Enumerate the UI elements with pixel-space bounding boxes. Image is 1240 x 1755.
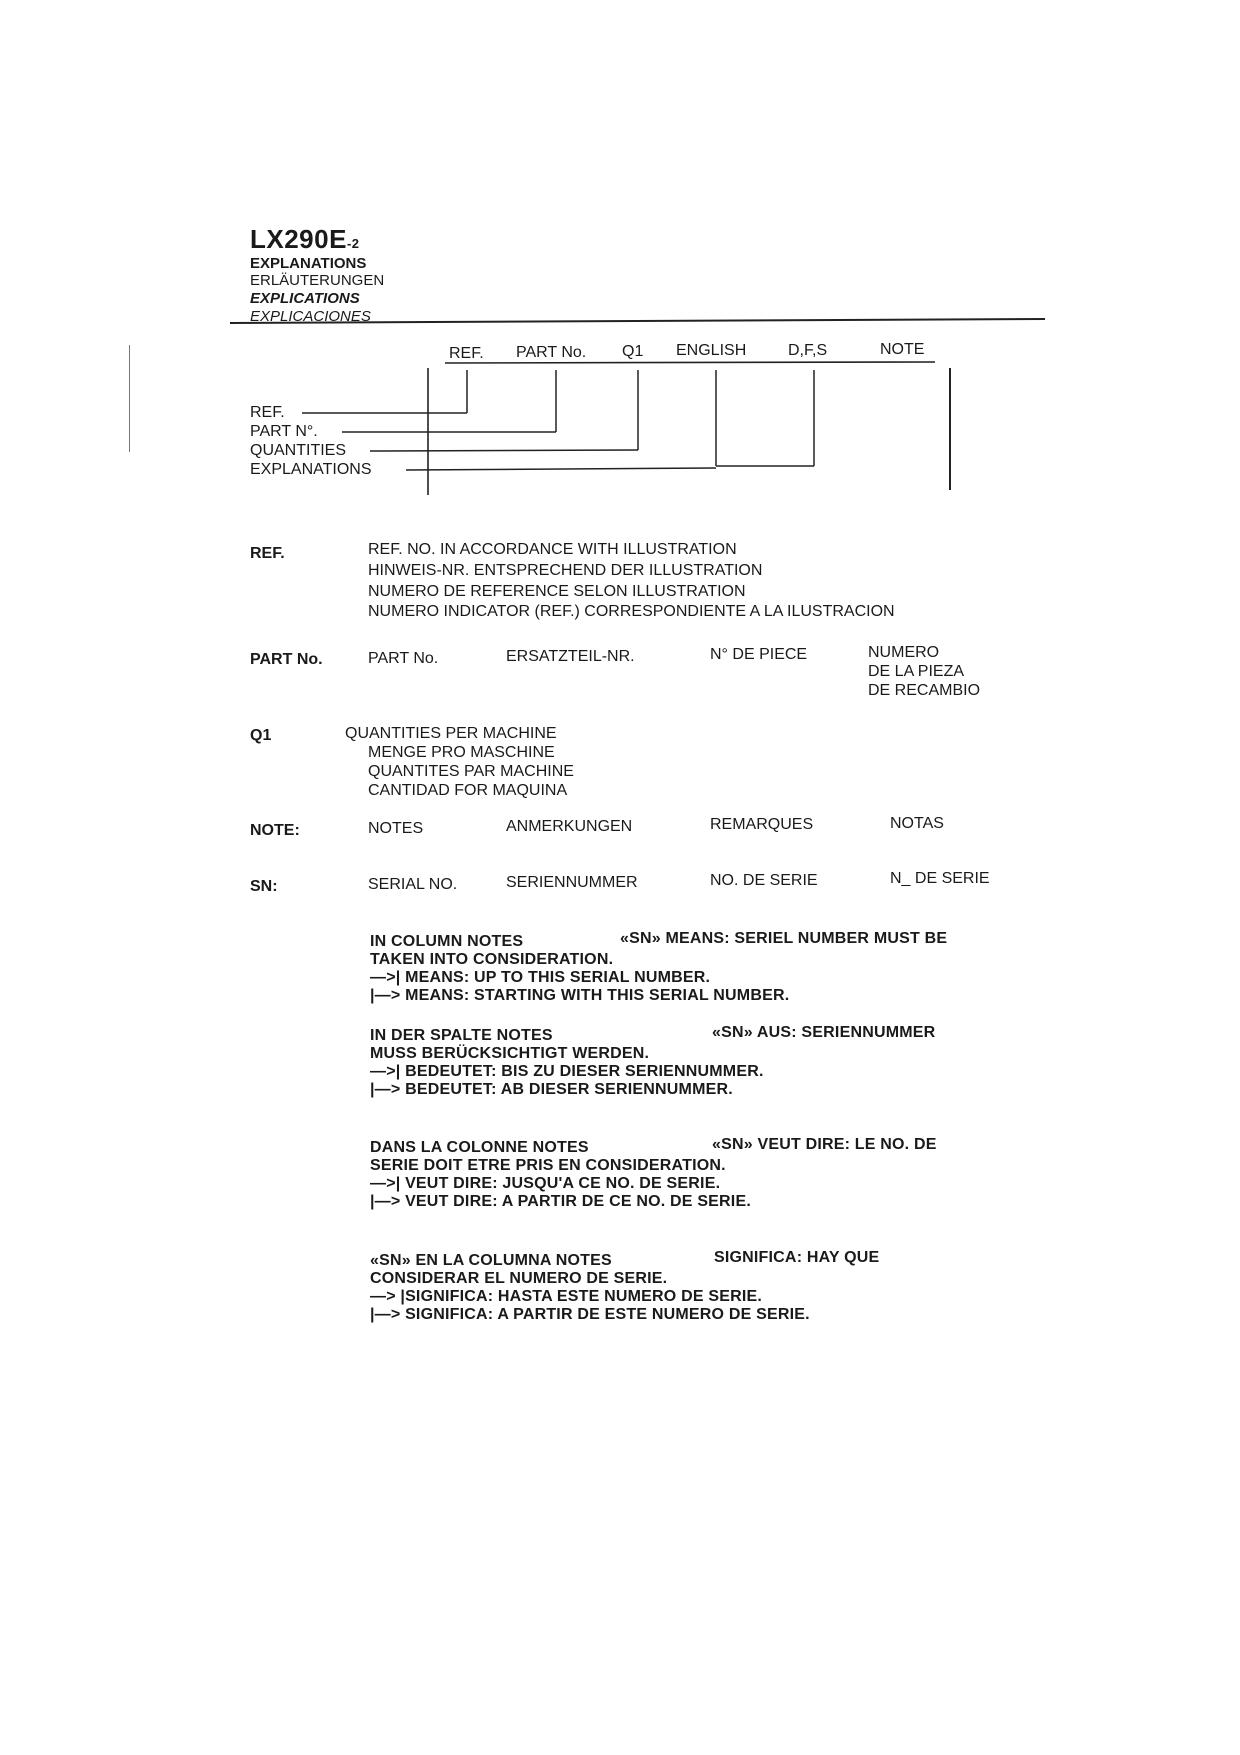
q1-connector-h (370, 450, 638, 451)
ref-line-es: NUMERO INDICATOR (REF.) CORRESPONDIENTE A LA ILUSTRACION (368, 603, 895, 620)
callout-quantities: QUANTITIES (250, 442, 347, 459)
note-spanish-line3: —> |SIGNIFICA: HASTA ESTE NUMERO DE SERIE. (370, 1288, 763, 1305)
note-french-a: DANS LA COLONNE NOTES (370, 1139, 589, 1156)
subtitle-english: EXPLANATIONS (250, 255, 367, 272)
q1-line-en: QUANTITIES PER MACHINE (345, 725, 557, 742)
part-label: PART No. (250, 651, 323, 668)
column-underline (445, 362, 935, 363)
callout-part-no: PART N°. (250, 423, 318, 440)
sn-label: SN: (250, 878, 278, 895)
note-es: NOTAS (890, 815, 944, 832)
part-es-3: DE RECAMBIO (868, 682, 981, 699)
note-english-line3: —>| MEANS: UP TO THIS SERIAL NUMBER. (370, 969, 711, 986)
subtitle-spanish: EXPLICACIONES (250, 308, 371, 325)
note-french-line2: SERIE DOIT ETRE PRIS EN CONSIDERATION. (370, 1157, 726, 1174)
note-english-a: IN COLUMN NOTES (370, 933, 524, 950)
subtitle-german: ERLÄUTERUNGEN (250, 272, 385, 289)
note-spanish-line4: |—> SIGNIFICA: A PARTIR DE ESTE NUMERO DE SERIE. (370, 1306, 810, 1323)
note-de: ANMERKUNGEN (506, 818, 633, 835)
part-en: PART No. (368, 650, 439, 667)
note-french-line3: —>| VEUT DIRE: JUSQU'A CE NO. DE SERIE. (370, 1175, 721, 1192)
model-name: LX290E (250, 224, 347, 254)
part-fr: N° DE PIECE (710, 646, 808, 663)
note-german-line4: |—> BEDEUTET: AB DIESER SERIENNUMMER. (370, 1081, 733, 1098)
ref-line-de: HINWEIS-NR. ENTSPRECHEND DER ILLUSTRATION (368, 562, 763, 579)
col-header-q1: Q1 (622, 343, 644, 360)
note-french-line4: |—> VEUT DIRE: A PARTIR DE CE NO. DE SERIE. (370, 1193, 751, 1210)
note-german-a: IN DER SPALTE NOTES (370, 1027, 553, 1044)
col-header-note: NOTE (880, 341, 925, 358)
note-en: NOTES (368, 820, 424, 837)
col-header-part-no: PART No. (516, 344, 587, 361)
part-de: ERSATZTEIL-NR. (506, 648, 635, 665)
note-spanish-a: «SN» EN LA COLUMNA NOTES (370, 1252, 612, 1269)
ref-line-en: REF. NO. IN ACCORDANCE WITH ILLUSTRATION (368, 541, 737, 558)
col-header-dfs: D,F,S (788, 342, 828, 359)
note-english-line4: |—> MEANS: STARTING WITH THIS SERIAL NUMBER. (370, 987, 790, 1004)
note-german-line3: —>| BEDEUTET: BIS ZU DIESER SERIENNUMMER. (370, 1063, 764, 1080)
callout-explanations: EXPLANATIONS (250, 461, 372, 478)
sn-de: SERIENNUMMER (506, 874, 638, 891)
note-label: NOTE: (250, 822, 300, 839)
part-es-2: DE LA PIEZA (868, 663, 965, 680)
q1-line-es: CANTIDAD FOR MAQUINA (368, 782, 568, 799)
note-english-b: «SN» MEANS: SERIEL NUMBER MUST BE (620, 930, 948, 947)
q1-line-fr: QUANTITES PAR MACHINE (368, 763, 574, 780)
explanations-connector-h (406, 468, 716, 470)
col-header-english: ENGLISH (676, 342, 747, 359)
sn-es: N_ DE SERIE (890, 870, 990, 887)
note-german-b: «SN» AUS: SERIENNUMMER (712, 1024, 936, 1041)
callout-ref: REF. (250, 404, 285, 421)
q1-line-de: MENGE PRO MASCHINE (368, 744, 555, 761)
note-english-line2: TAKEN INTO CONSIDERATION. (370, 951, 614, 968)
sn-fr: NO. DE SERIE (710, 872, 818, 889)
col-header-ref: REF. (449, 345, 484, 362)
subtitle-french: EXPLICATIONS (250, 290, 360, 307)
ref-label: REF. (250, 545, 285, 562)
ref-line-fr: NUMERO DE REFERENCE SELON ILLUSTRATION (368, 583, 746, 600)
note-fr: REMARQUES (710, 816, 814, 833)
q1-label: Q1 (250, 727, 272, 744)
header-rule (230, 319, 1045, 323)
note-spanish-line2: CONSIDERAR EL NUMERO DE SERIE. (370, 1270, 668, 1287)
note-french-b: «SN» VEUT DIRE: LE NO. DE (712, 1136, 937, 1153)
note-spanish-b: SIGNIFICA: HAY QUE (714, 1249, 880, 1266)
sn-en: SERIAL NO. (368, 876, 458, 893)
note-german-line2: MUSS BERÜCKSICHTIGT WERDEN. (370, 1045, 650, 1062)
part-es-1: NUMERO (868, 644, 940, 661)
model-suffix: -2 (346, 236, 360, 251)
